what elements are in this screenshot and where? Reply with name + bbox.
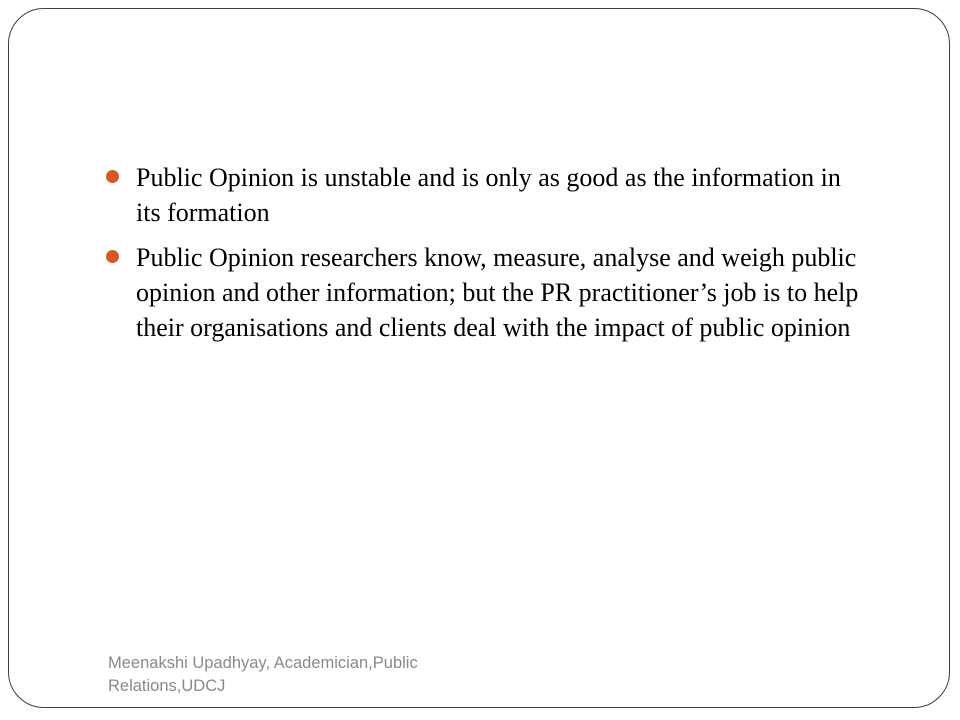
bullet-item bbox=[104, 160, 864, 230]
bullet-point-icon bbox=[106, 170, 119, 183]
footer-text: Meenakshi Upadhyay, Academician,Public Relations,UDCJ bbox=[108, 654, 418, 695]
bullet-point-icon bbox=[106, 250, 119, 263]
bullet-text: Public Opinion researchers know, measure, analyse and weigh public opinion and other information; but the PR practitioner’s job is to help their organisations and clients deal with the impact of public opinion bbox=[136, 243, 859, 342]
bullet-item bbox=[104, 240, 864, 345]
slide-frame bbox=[8, 8, 950, 708]
bullet-list bbox=[104, 160, 864, 355]
bullet-text: Public Opinion is unstable and is only as good as the information in its formation bbox=[136, 163, 841, 227]
